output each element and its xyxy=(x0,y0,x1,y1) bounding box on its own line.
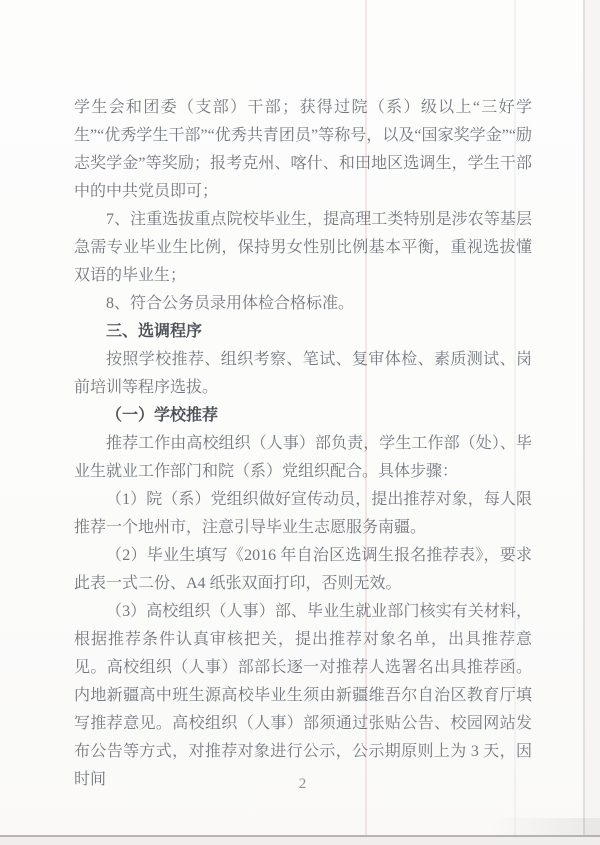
document-body xyxy=(74,94,532,794)
paragraph-item-7: 7、注重选拔重点院校毕业生，提高理工类特别是涉农等基层急需专业毕业生比例，保持男女性别比例基本平衡，重视选拔懂双语的毕业生； xyxy=(74,211,532,284)
paragraph-step-1: （1）院（系）党组织做好宣传动员，提出推荐对象，每人限推荐一个地州市，注意引导毕业生志愿服务南疆。 xyxy=(74,491,532,536)
scan-corner-shadow xyxy=(490,818,600,836)
paragraph-recommendation-overview: 推荐工作由高校组织（人事）部负责，学生工作部（处）、毕业生就业工作部门和院（系）党组织配合。具体步骤： xyxy=(74,435,532,480)
paragraph-step-3: （3）高校组织（人事）部、毕业生就业部门核实有关材料，根据推荐条件认真审核把关，提出推荐对象名单，出具推荐意见。高校组织（人事）部部长逐一对推荐人选署名出具推荐函。内地新疆高中班生源高校毕业生须由新疆维吾尔自治区教育厅填写推荐意见。高校组织（人事）部须通过张贴公告、校园网站发布公告等方式，对推荐对象进行公示，公示期原则上为 3 天，因时间 xyxy=(74,603,532,788)
scan-page-edge xyxy=(585,0,600,845)
paragraph-item-8: 8、符合公务员录用体检合格标准。 xyxy=(106,295,355,312)
scan-streak xyxy=(583,0,585,845)
paragraph-procedure-intro: 按照学校推荐、组织考察、笔试、复审体检、素质测试、岗前培训等程序选拔。 xyxy=(74,351,532,396)
page-number: 2 xyxy=(298,776,308,792)
subsection-heading-school-recommendation: （一）学校推荐 xyxy=(106,407,219,424)
scan-bottom-edge-line xyxy=(0,835,600,837)
scan-bottom-band xyxy=(0,837,600,845)
paragraph-continuation: 学生会和团委（支部）干部；获得过院（系）级以上“三好学生”“优秀学生干部”“优秀共青团员”等称号，以及“国家奖学金”“励志奖学金”等奖励；报考克州、喀什、和田地区选调生，学生干部中的中共党员即可； xyxy=(74,99,532,200)
section-heading-procedure: 三、选调程序 xyxy=(106,323,203,340)
paragraph-step-2: （2）毕业生填写《2016 年自治区选调生报名推荐表》，要求此表一式二份、A4 纸张双面打印，否则无效。 xyxy=(74,547,532,592)
